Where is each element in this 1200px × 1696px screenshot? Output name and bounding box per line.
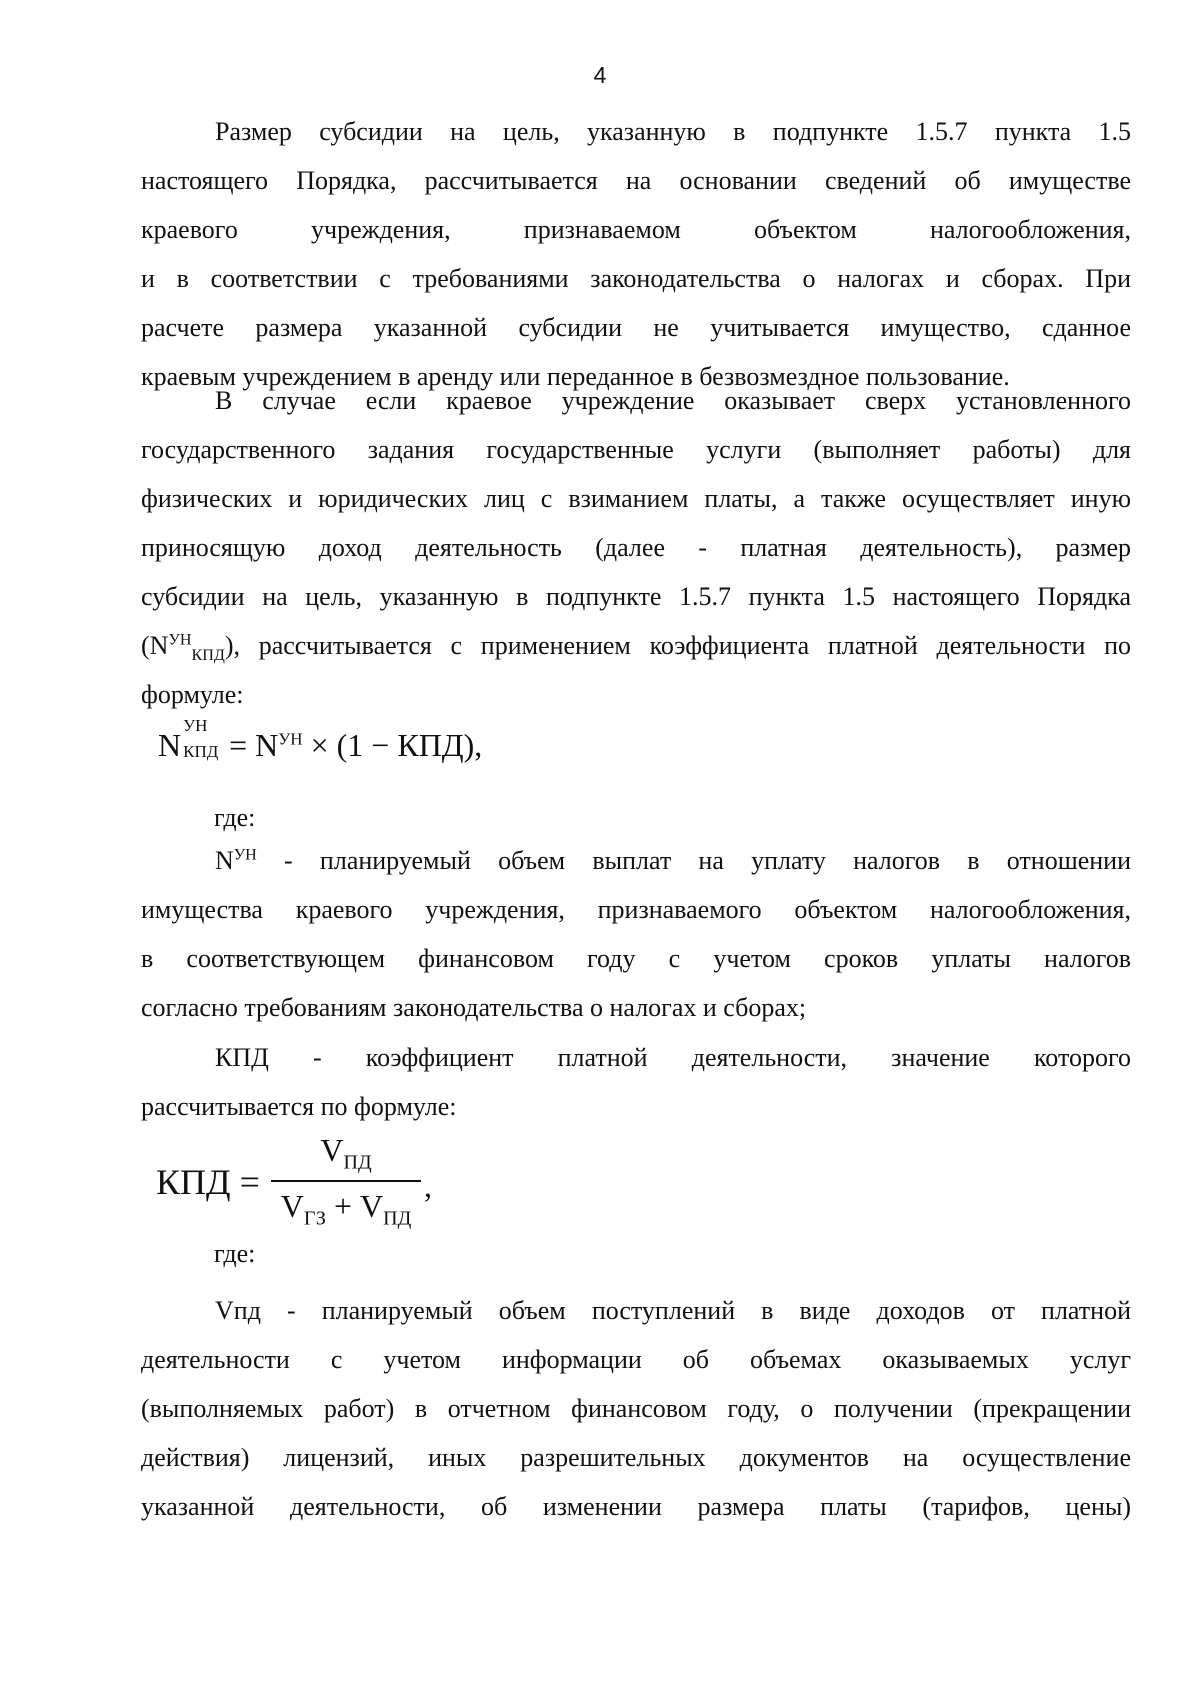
text-line: в соответствующем финансовом году с учетом сроков уплаты налогов xyxy=(141,944,1131,973)
text-line: государственного задания государственные услуги (выполняет работы) для xyxy=(141,435,1131,464)
text-line: краевого учреждения, признаваемом объектом налогообложения, xyxy=(141,215,1131,244)
text-line: формуле: xyxy=(141,680,244,709)
text-line: КПД - коэффициент платной деятельности, значение которого xyxy=(215,1043,1131,1072)
text-line: физических и юридических лиц с взиманием платы, а также осуществляет иную xyxy=(141,484,1131,513)
text-line: имущества краевого учреждения, признаваемого объектом налогообложения, xyxy=(141,895,1131,924)
superscript: УН xyxy=(278,729,303,749)
text-line: (выполняемых работ) в отчетном финансовом году, о получении (прекращении xyxy=(141,1394,1131,1423)
paragraph-paid-activity xyxy=(141,376,1131,719)
fraction-numerator: $V_{ПД}$ xyxy=(320,1132,372,1174)
superscript: УН xyxy=(168,631,192,649)
where-label: где: xyxy=(214,803,256,832)
text-line: указанной деятельности, об изменении размера платы (тарифов, цены) xyxy=(141,1492,1131,1521)
text-line: расчете размера указанной субсидии не учитывается имущество, сданное xyxy=(141,313,1131,342)
text-line: и в соответствии с требованиями законодательства о налогах и сборах. При xyxy=(141,264,1131,293)
text-line: деятельности с учетом информации об объемах оказываемых услуг xyxy=(141,1345,1131,1374)
superscript: УН xyxy=(183,716,208,735)
text-line: субсидии на цель, указанную в подпункте 1.5.7 пункта 1.5 настоящего Порядка xyxy=(141,582,1131,611)
superscript: УН xyxy=(233,846,257,864)
where-label: где: xyxy=(214,1239,256,1268)
subscript: КПД xyxy=(191,647,225,665)
formula-kpd: КПД = $V_{ПД}$ $V_{ГЗ} + V_{ПД}$ , xyxy=(156,1130,456,1240)
text-line: Vпд - планируемый объем поступлений в виде доходов от платной xyxy=(215,1296,1131,1325)
text-line: действия) лицензий, иных разрешительных документов на осуществление xyxy=(141,1443,1131,1472)
text-line: настоящего Порядка, рассчитывается на основании сведений об имуществе xyxy=(141,166,1131,195)
text-line: В случае если краевое учреждение оказывает сверх установленного xyxy=(215,386,1131,415)
text-line: $(N^{УН}_{КПД})$, рассчитывается с применением коэффициента платной деятельности по xyxy=(141,631,1131,665)
text-line: рассчитывается по формуле: xyxy=(141,1092,457,1121)
text-line: краевым учреждением в аренду или переданное в безвозмездное пользование. xyxy=(141,362,1010,391)
subscript: КПД xyxy=(183,742,219,761)
page-number: 4 xyxy=(593,62,607,88)
fraction-denominator: $V_{ГЗ} + V_{ПД}$ xyxy=(280,1188,412,1230)
definition-vpd xyxy=(141,1286,1131,1531)
definition-kpd xyxy=(141,1033,1131,1131)
text-line: $N^{УН}$ - планируемый объем выплат на уплату налогов в отношении xyxy=(215,846,1131,875)
text-line: Размер субсидии на цель, указанную в подпункте 1.5.7 пункта 1.5 xyxy=(215,117,1131,146)
formula-nun-kpd: N УН КПД = $N^{УН} \times (1 - КПД)$, xyxy=(158,725,482,765)
text-line: приносящую доход деятельность (далее - платная деятельность), размер xyxy=(141,533,1131,562)
text-line: согласно требованиям законодательства о налогах и сборах; xyxy=(141,993,807,1022)
fraction-bar xyxy=(271,1180,421,1182)
paragraph-subsidy-size xyxy=(141,107,1131,401)
definition-nun xyxy=(141,836,1131,1032)
fraction xyxy=(271,1130,421,1240)
